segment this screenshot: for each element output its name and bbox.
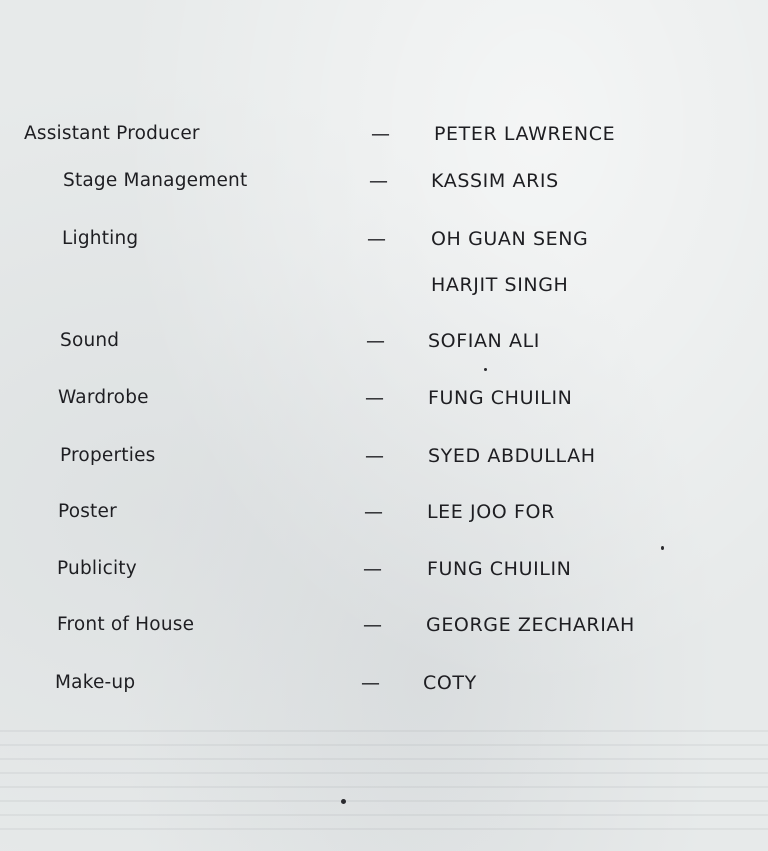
credit-role: Stage Management [63,170,248,191]
credit-name: COTY [423,672,477,694]
credit-name: SYED ABDULLAH [428,445,596,467]
credit-separator: — [364,501,383,523]
credit-name: GEORGE ZECHARIAH [426,614,635,636]
credit-row [0,610,768,640]
ink-speck [484,368,487,371]
credit-separator: — [365,387,384,409]
credit-role: Properties [60,445,156,466]
credit-row [0,497,768,527]
show-through-lines [0,730,768,840]
credit-separator: — [363,614,382,636]
credit-role: Publicity [57,558,137,579]
credit-role: Sound [60,330,120,351]
credit-row [0,554,768,584]
ink-speck [341,799,346,804]
credit-name: SOFIAN ALI [428,330,540,352]
credit-name: FUNG CHUILIN [427,558,572,580]
credit-row [0,441,768,471]
credit-separator: — [371,123,390,145]
credit-row [0,166,768,196]
credit-role: Wardrobe [58,387,149,408]
ink-speck [661,546,664,550]
credit-name: PETER LAWRENCE [434,123,616,145]
credit-row [0,326,768,356]
credit-separator: — [369,170,388,192]
credit-separator: — [365,445,384,467]
credit-row [0,224,768,254]
credit-row [0,383,768,413]
credit-row [0,119,768,149]
credit-row [0,270,768,300]
credit-separator: — [361,672,380,694]
credit-name: OH GUAN SENG [431,228,589,250]
credit-role: Assistant Producer [24,123,200,144]
credit-role: Poster [58,501,117,522]
credit-name: FUNG CHUILIN [428,387,573,409]
credit-name: KASSIM ARIS [431,170,559,192]
credit-role: Lighting [62,228,139,249]
credit-separator: — [363,558,382,580]
credit-row [0,668,768,698]
credit-separator: — [366,330,385,352]
credit-role: Make-up [55,672,136,693]
credit-separator: — [367,228,386,250]
credit-name: HARJIT SINGH [431,274,569,296]
credit-name: LEE JOO FOR [427,501,555,523]
credit-role: Front of House [57,614,195,635]
